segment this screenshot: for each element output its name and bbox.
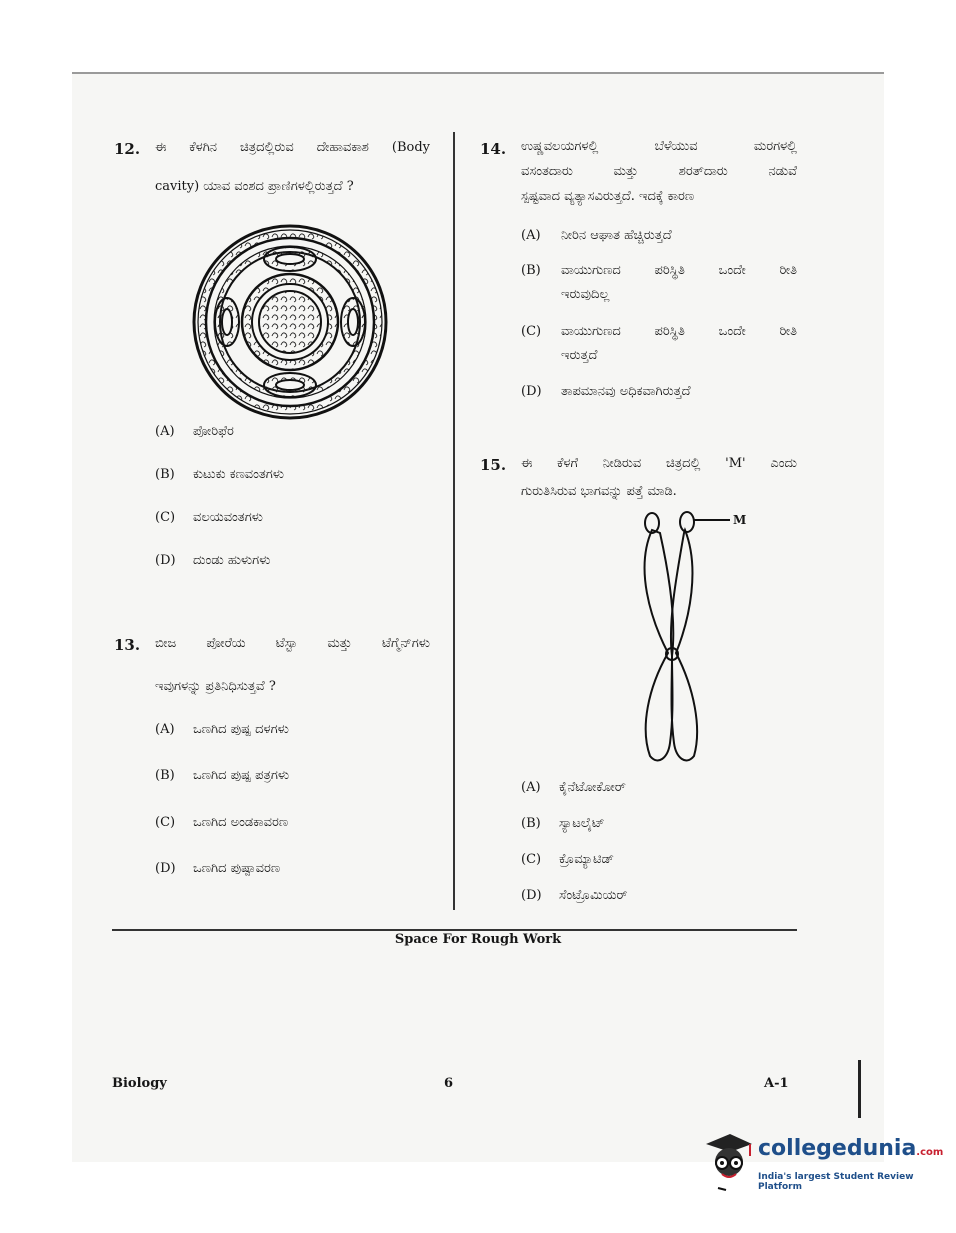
q15-option-d[interactable]: (D) ಸೆಂಟ್ರೊಮಿಯರ್ <box>521 888 628 903</box>
q14-line1: ಉಷ್ಣವಲಯಗಳಲ್ಲಿ ಬೆಳೆಯುವ ಮರಗಳಲ್ಲಿ <box>521 139 797 154</box>
q14-line3: ಸ್ಪಷ್ಟವಾದ ವ್ಯತ್ಯಾಸವಿರುತ್ತದೆ. ಇದಕ್ಕೆ ಕಾರಣ <box>521 189 695 204</box>
q12-line1: ಈ ಕೆಳಗಿನ ಚಿತ್ರದಲ್ಲಿರುವ ದೇಹಾವಕಾಶ (Body <box>155 140 430 155</box>
q14-option-b[interactable]: (B) ವಾಯುಗುಣದ ಪರಿಸ್ಥಿತಿ ಒಂದೇ ರೀತಿ ಇರುವುದಿಲ್ಲ <box>521 263 797 302</box>
q14-line2: ವಸಂತದಾರು ಮತ್ತು ಶರತ್‌ದಾರು ನಡುವೆ <box>521 164 797 179</box>
margin-mark <box>858 1060 861 1118</box>
body-cavity-figure <box>190 222 390 422</box>
q13-line1: ಬೀಜ ಪೋರೆಯ ಟೆಸ್ಟಾ ಮತ್ತು ಟೆಗ್ಮೆನ್‌ಗಳು <box>155 636 430 651</box>
q13-option-b[interactable]: (B) ಒಣಗಿದ ಪುಷ್ಪ ಪತ್ರಗಳು <box>155 768 290 783</box>
q13-number: 13. <box>114 636 141 654</box>
q15-line2: ಗುರುತಿಸಿರುವ ಭಾಗವನ್ನು ಪತ್ತೆ ಮಾಡಿ. <box>521 484 677 499</box>
q14-option-c[interactable]: (C) ವಾಯುಗುಣದ ಪರಿಸ್ಥಿತಿ ಒಂದೇ ರೀತಿ ಇರುತ್ತದೆ <box>521 324 797 363</box>
mascot-icon <box>700 1130 756 1194</box>
q12-option-b[interactable]: (B) ಕುಟುಕು ಕಣವಂತಗಳು <box>155 467 285 482</box>
logo-tagline: India's largest Student Review Platform <box>758 1172 914 1192</box>
collegedunia-logo[interactable] <box>700 1130 944 1200</box>
q12-number: 12. <box>114 140 141 158</box>
q12-option-c[interactable]: (C) ವಲಯವಂತಗಳು <box>155 510 263 525</box>
q15-option-a[interactable]: (A) ಕೈನೆಟೋಕೋರ್ <box>521 780 626 795</box>
footer-page-number: 6 <box>444 1076 454 1091</box>
logo-name: collegedunia.com <box>758 1136 944 1161</box>
footer-code: A-1 <box>764 1076 789 1091</box>
column-divider <box>453 132 455 910</box>
q12-line2: cavity) ಯಾವ ವಂಶದ ಪ್ರಾಣಿಗಳಲ್ಲಿರುತ್ತದೆ ? <box>155 179 354 194</box>
q12-option-a[interactable]: (A) ಪೋರಿಫೆರ <box>155 424 234 439</box>
q15-option-c[interactable]: (C) ಕ್ರೊಮ್ಯಾಟಿಡ್ <box>521 852 614 867</box>
top-rule <box>72 72 884 74</box>
footer-subject: Biology <box>112 1076 167 1091</box>
bottom-rule <box>112 929 797 931</box>
rough-work-heading: Space For Rough Work <box>394 932 562 947</box>
q14-option-a[interactable]: (A) ನೀರಿನ ಆಘಾತ ಹೆಚ್ಚಿರುತ್ತದೆ <box>521 228 672 243</box>
q13-option-c[interactable]: (C) ಒಣಗಿದ ಅಂಡಕಾವರಣ <box>155 815 289 830</box>
q12-option-d[interactable]: (D) ದುಂಡು ಹುಳುಗಳು <box>155 553 271 568</box>
q15-line1: ಈ ಕೆಳಗೆ ನೀಡಿರುವ ಚಿತ್ರದಲ್ಲಿ 'M' ಎಂದು <box>521 456 797 471</box>
q13-line2: ಇವುಗಳನ್ನು ಪ್ರತಿನಿಧಿಸುತ್ತವೆ ? <box>155 679 276 694</box>
q13-option-a[interactable]: (A) ಒಣಗಿದ ಪುಷ್ಪ ದಳಗಳು <box>155 722 289 737</box>
q14-option-d[interactable]: (D) ತಾಪಮಾನವು ಅಧಿಕವಾಗಿರುತ್ತದೆ <box>521 384 691 399</box>
q13-option-d[interactable]: (D) ಒಣಗಿದ ಪುಷ್ಪಾವರಣ <box>155 861 281 876</box>
q14-number: 14. <box>480 140 507 158</box>
q15-number: 15. <box>480 456 507 474</box>
chromosome-figure <box>630 508 760 768</box>
figure-label-m: M <box>733 513 747 527</box>
q15-option-b[interactable]: (B) ಸ್ಯಾಟಲೈಟ್ <box>521 816 605 831</box>
